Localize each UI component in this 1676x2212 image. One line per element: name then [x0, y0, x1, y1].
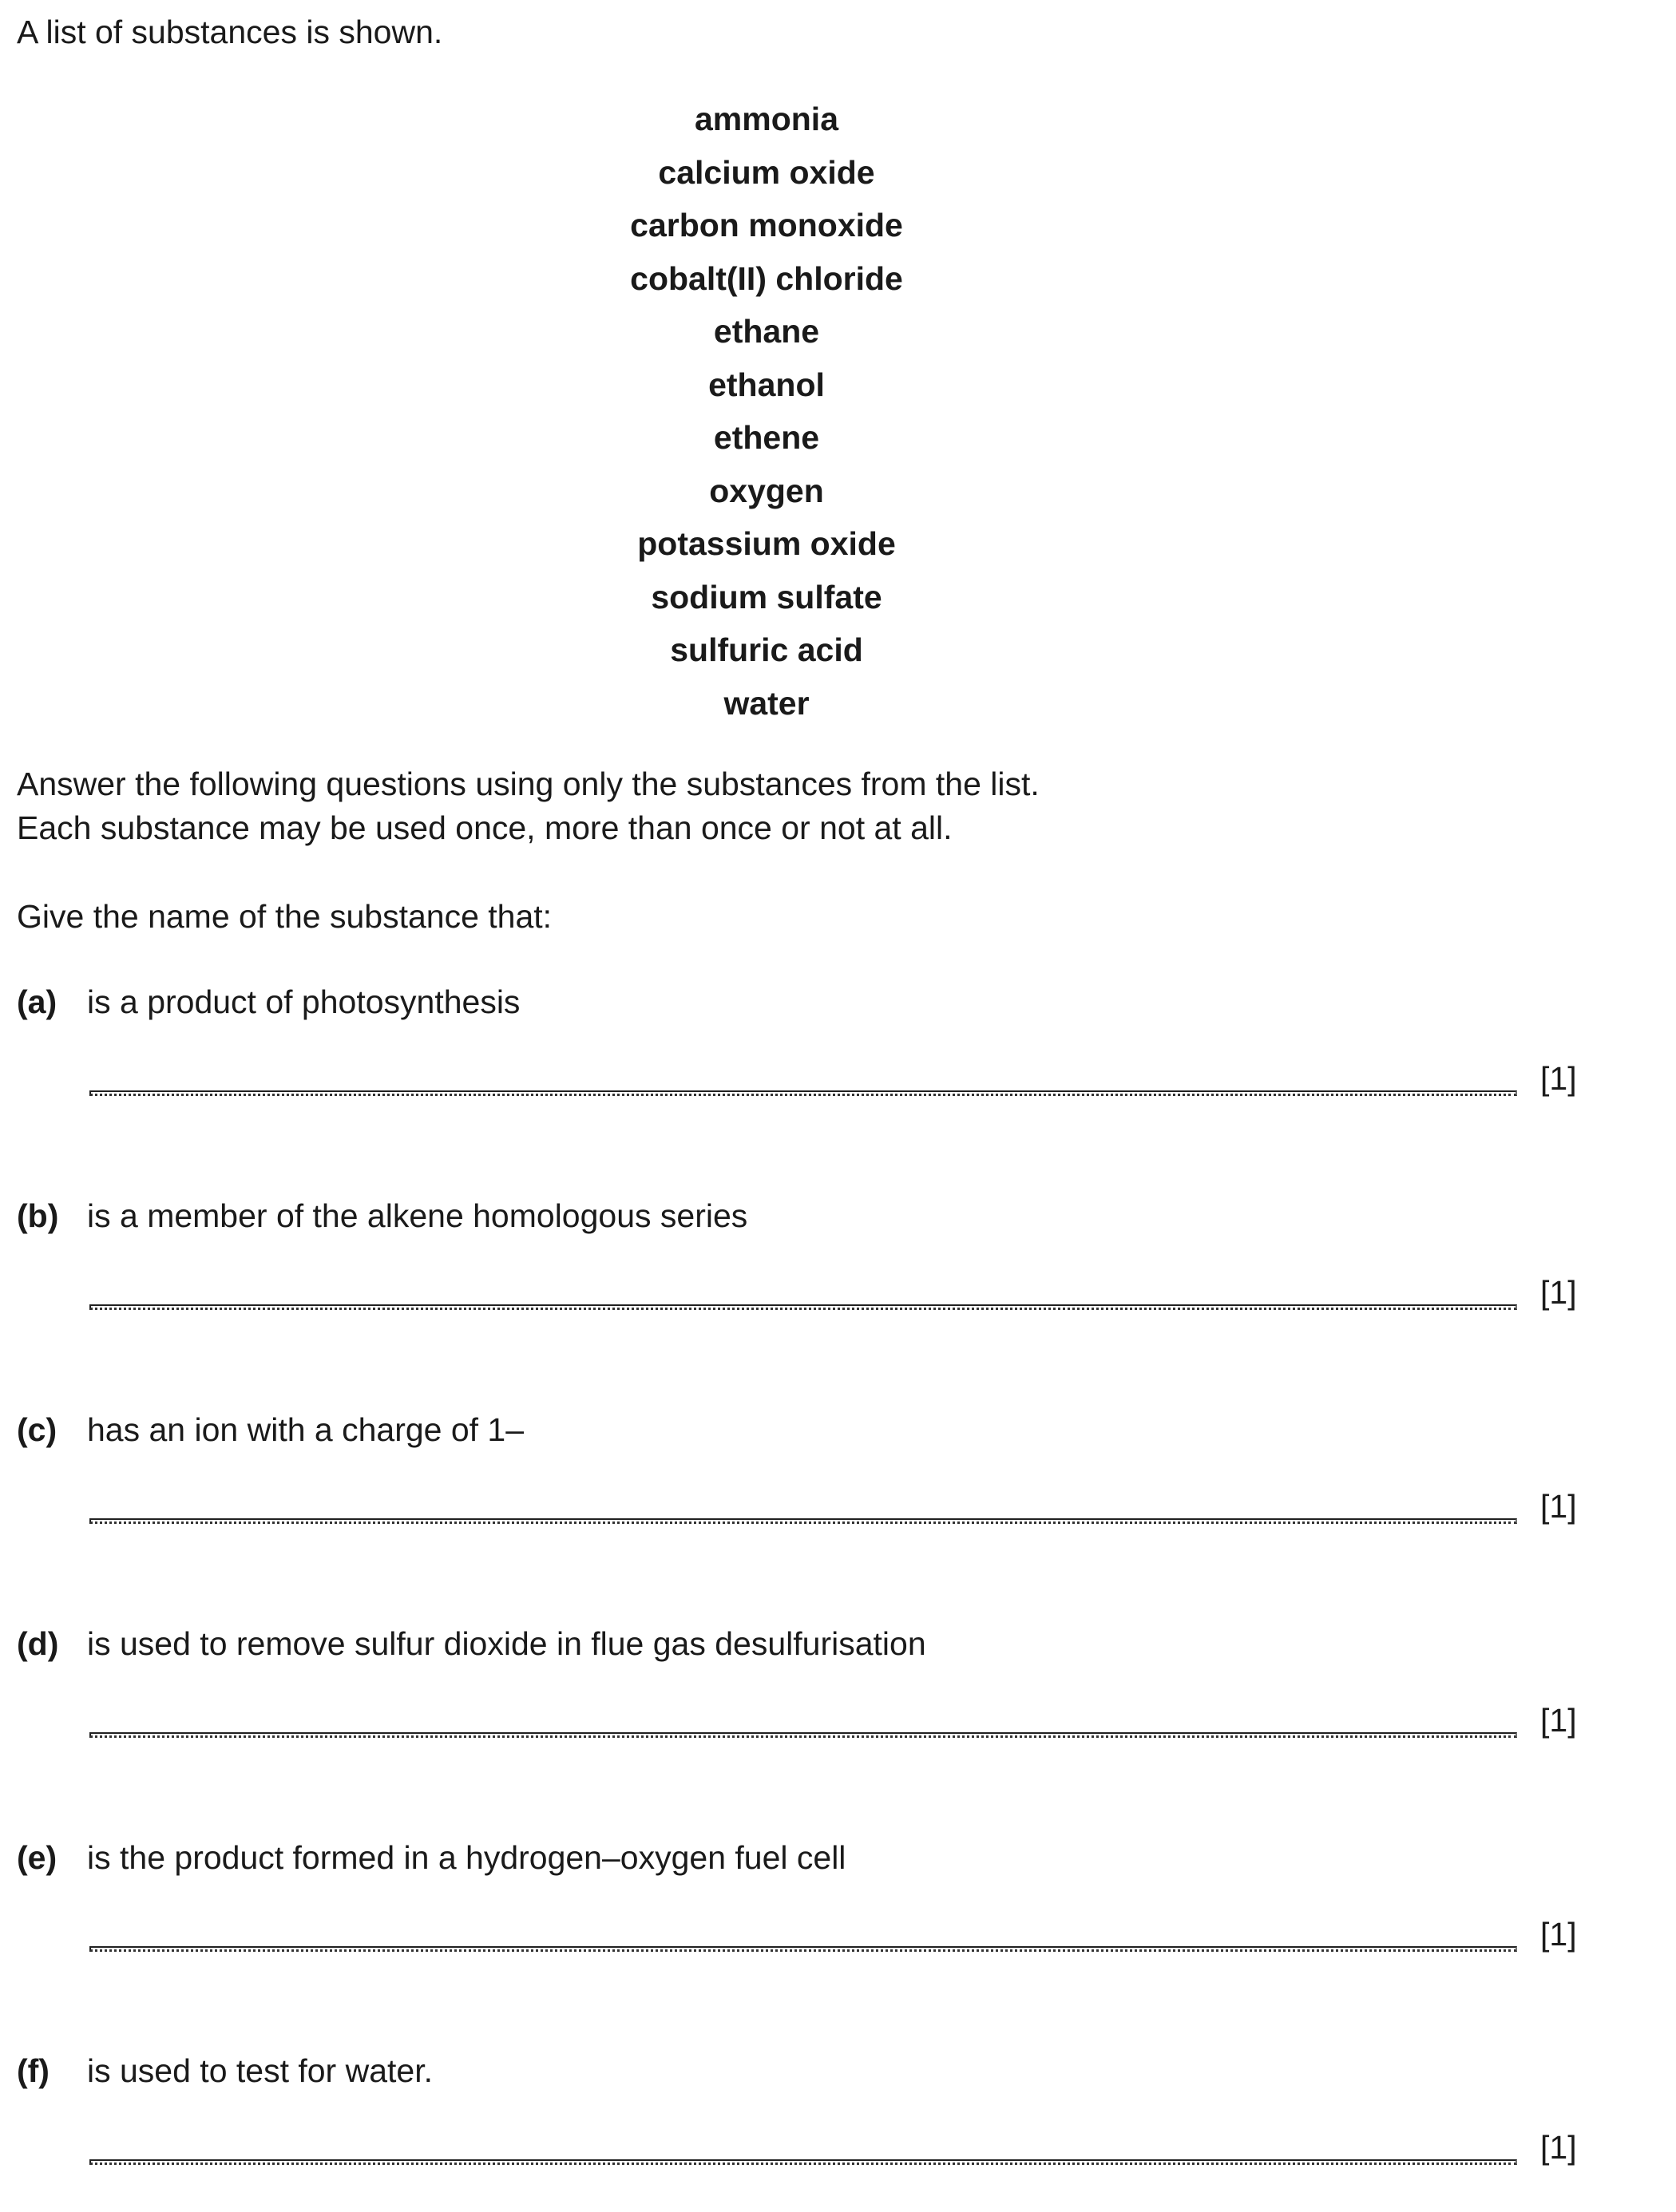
marks-label: [1] [1540, 1488, 1577, 1525]
question-text: is a product of photosynthesis [87, 983, 521, 1020]
question-a [17, 981, 1598, 1141]
substance-item: ethane [713, 313, 820, 350]
marks-label: [1] [1540, 1274, 1577, 1311]
substance-item: cobalt(II) chloride [630, 259, 903, 297]
question-c [17, 1409, 1598, 1569]
question-text: is the product formed in a hydrogen–oxygen fuel cell [87, 1839, 846, 1876]
question-label: (d) [17, 1625, 59, 1662]
instructions-line: Answer the following questions using only the substances from the list. [17, 766, 1040, 802]
substance-item: calcium oxide [658, 153, 875, 191]
question-prompt: Give the name of the substance that: [17, 898, 553, 935]
answer-field[interactable] [89, 1946, 1517, 1952]
question-label: (b) [17, 1197, 59, 1234]
substance-item: carbon monoxide [630, 207, 903, 243]
marks-label: [1] [1540, 1702, 1577, 1739]
question-text: has an ion with a charge of 1– [87, 1411, 525, 1448]
marks-label: [1] [1540, 1060, 1577, 1097]
question-text: is used to remove sulfur dioxide in flue gas desulfurisation [87, 1625, 926, 1662]
substance-item: sodium sulfate [651, 578, 882, 615]
answer-field[interactable] [89, 2159, 1517, 2165]
question-b [17, 1195, 1598, 1355]
substance-item: sulfuric acid [670, 631, 863, 668]
question-d [17, 1623, 1598, 1783]
question-label: (a) [17, 983, 57, 1020]
answer-field[interactable] [89, 1732, 1517, 1738]
substance-item: ethanol [708, 366, 825, 403]
intro-text: A list of substances is shown. [17, 14, 443, 50]
question-e [17, 1837, 1598, 1996]
question-text: is a member of the alkene homologous series [87, 1197, 748, 1234]
answer-field[interactable] [89, 1518, 1517, 1524]
question-text: is used to test for water. [87, 2052, 433, 2089]
substance-item: water [723, 684, 810, 722]
question-f [17, 2050, 1598, 2210]
question-label: (e) [17, 1839, 57, 1876]
question-label: (f) [17, 2052, 50, 2089]
instructions [17, 762, 1040, 850]
substance-list [559, 93, 974, 730]
substance-item: ammonia [695, 101, 838, 137]
substance-item: oxygen [709, 472, 824, 509]
marks-label: [1] [1540, 1916, 1577, 1953]
substance-item: ethene [713, 419, 820, 456]
answer-field[interactable] [89, 1304, 1517, 1310]
question-label: (c) [17, 1411, 57, 1448]
marks-label: [1] [1540, 2129, 1577, 2166]
substance-item: potassium oxide [637, 525, 896, 562]
answer-field[interactable] [89, 1090, 1517, 1096]
instructions-line: Each substance may be used once, more than once or not at all. [17, 809, 953, 846]
